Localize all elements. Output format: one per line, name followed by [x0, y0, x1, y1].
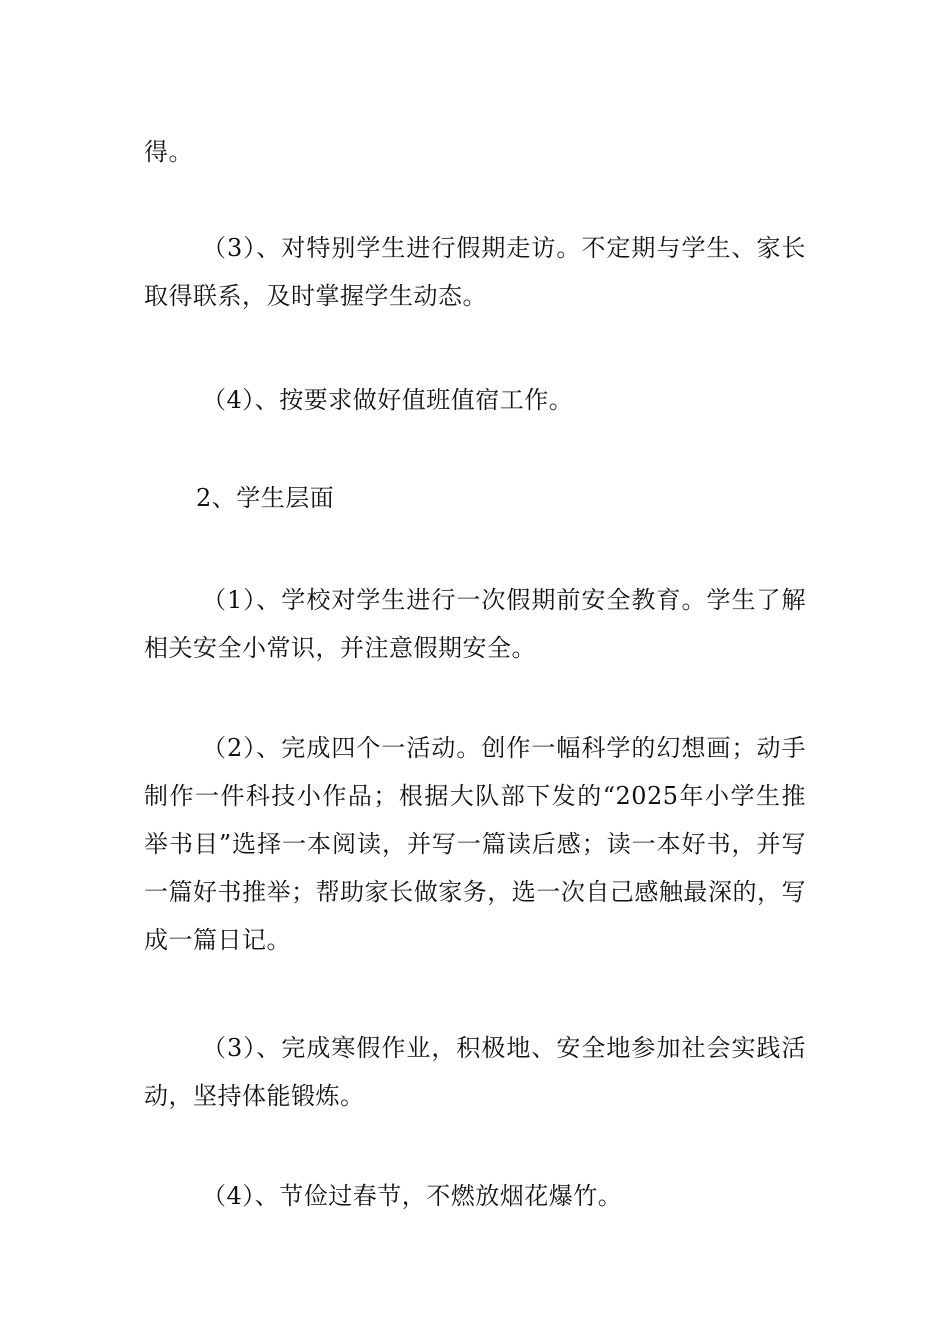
paragraph-student-item-3: （3）、完成寒假作业，积极地、安全地参加社会实践活动，坚持体能锻炼。: [144, 1034, 806, 1110]
paragraph-student-item-4: （4）、节俭过春节，不燃放烟花爆竹。: [202, 1182, 623, 1210]
paragraph-continuation: 得。: [144, 138, 193, 166]
section-heading-student: 2、学生层面: [196, 484, 335, 512]
paragraph-student-item-2: （2）、完成四个一活动。创作一幅科学的幻想画；动手制作一件科技小作品；根据大队部下发的“2025年小学生推举书目”选择一本阅读，并写一篇读后感；读一本好书，并写一篇好书推举；帮助家长做家务，选一次自己感触最深的，写成一篇日记。: [144, 734, 806, 954]
paragraph-teacher-item-3: （3）、对特别学生进行假期走访。不定期与学生、家长取得联系，及时掌握学生动态。: [144, 234, 806, 310]
paragraph-student-item-1: （1）、学校对学生进行一次假期前安全教育。学生了解相关安全小常识，并注意假期安全。: [144, 586, 806, 662]
paragraph-teacher-item-4: （4）、按要求做好值班值宿工作。: [202, 386, 574, 414]
